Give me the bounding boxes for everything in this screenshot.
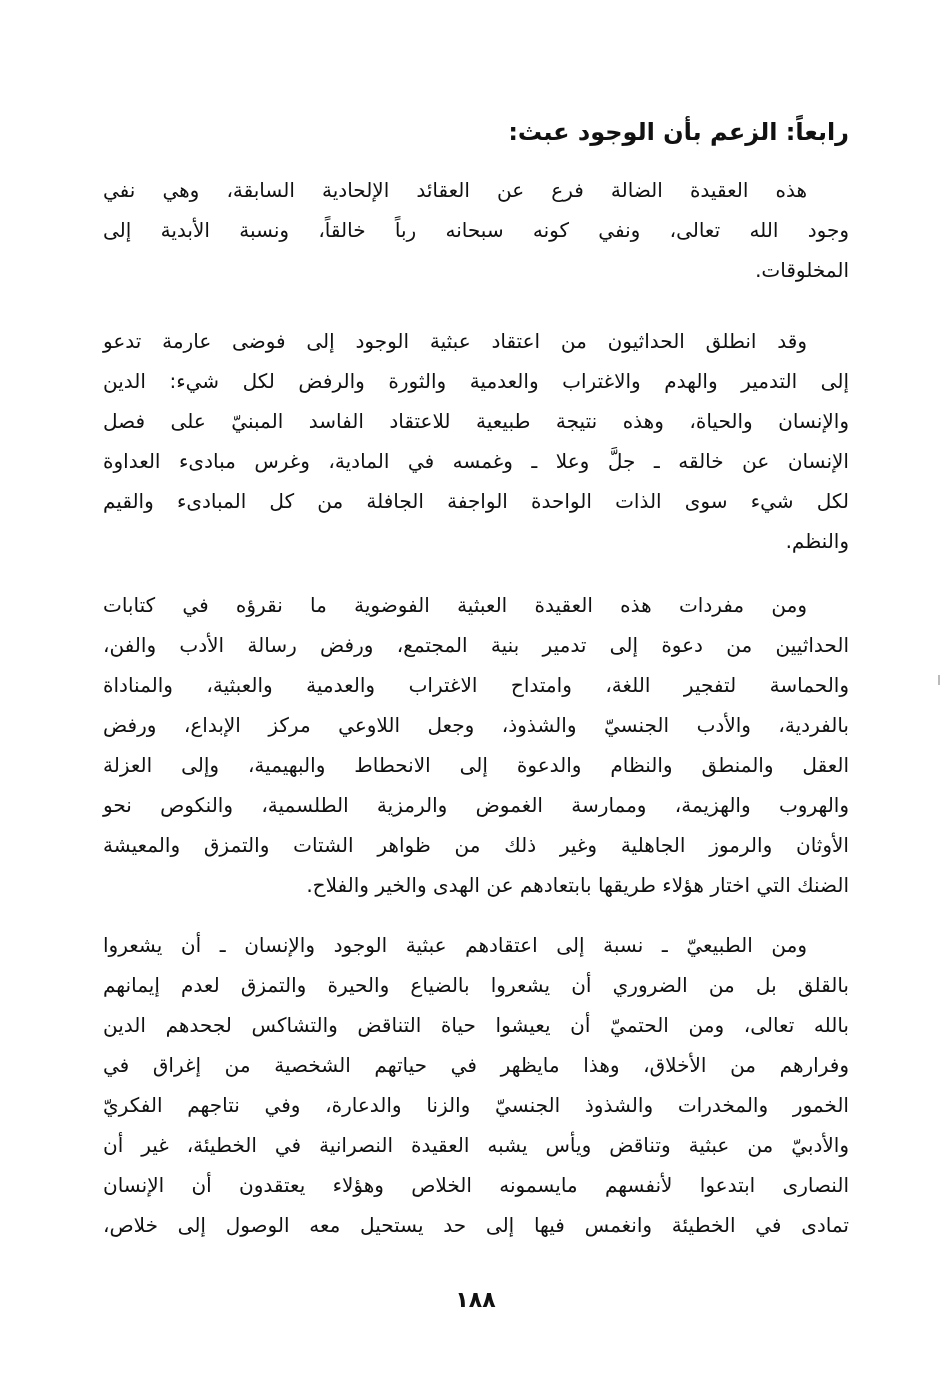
paragraph-4-line: والأدبيّ من عبثية وتناقض ويأس يشبه العقيدة النصرانية في الخطيئة، غير أن <box>103 1133 849 1157</box>
paragraph-4-line: ومن الطبيعيّ ـ نسبة إلى اعتقادهم عبثية الوجود والإنسان ـ أن يشعروا <box>103 933 807 957</box>
paragraph-4-line: وفرارهم من الأخلاق، وهذا مايظهر في حياتهم الشخصية من إغراق في <box>103 1053 849 1077</box>
section-heading: رابعاً: الزعم بأن الوجود عبث: <box>508 118 849 146</box>
paragraph-3-line: الحداثيين من دعوة إلى تدمير بنية المجتمع، ورفض رسالة الأدب والفن، <box>103 633 849 657</box>
paragraph-4-line: تمادى في الخطيئة وانغمس فيها إلى حد يستحيل معه الوصول إلى خلاص، <box>103 1213 849 1237</box>
paragraph-4-line: بالله تعالى، ومن الحتميّ أن يعيشوا حياة التناقض والتشاكس لجحدهم الدين <box>103 1013 849 1037</box>
paragraph-4-line: بالقلق بل من الضروري أن يشعروا بالضياع والحيرة والتمزق لعدم إيمانهم <box>103 973 849 997</box>
scan-mark <box>938 675 940 685</box>
paragraph-3-line: والحماسة لتفجير اللغة، وامتداح الاغتراب والعدمية والعبثية، والمناداة <box>103 673 849 697</box>
paragraph-2-line: والإنسان والحياة، وهذه نتيجة طبيعية للاعتقاد الفاسد المبنيّ على فصل <box>103 409 849 433</box>
paragraph-3-line: والهروب والهزيمة، وممارسة الغموض والرمزية الطلسمية، والنكوص نحو <box>103 793 849 817</box>
paragraph-3-line: الأوثان والرموز الجاهلية وغير ذلك من ظواهر الشتات والتمزق والمعيشة <box>103 833 849 857</box>
paragraph-3-line: ومن مفردات هذه العقيدة العبثية الفوضوية ما نقرؤه في كتابات <box>103 593 807 617</box>
paragraph-4-line: الخمور والمخدرات والشذوذ الجنسيّ والزنا والدعارة، وفي نتاجهم الفكريّ <box>103 1093 849 1117</box>
paragraph-2-line: الإنسان عن خالقه ـ جلَّ وعلا ـ وغمسه في المادية، وغرس مبادىء العداوة <box>103 449 849 473</box>
paragraph-1-line: المخلوقات. <box>755 258 849 282</box>
paragraph-3-line: بالفردية، والأدب الجنسيّ والشذوذ، وجعل اللاوعي مركز الإبداع، ورفض <box>103 713 849 737</box>
page-number: ١٨٨ <box>455 1288 496 1313</box>
paragraph-3-line: الضنك التي اختار هؤلاء طريقها بابتعادهم عن الهدى والخير والفلاح. <box>306 873 849 897</box>
paragraph-1-line: هذه العقيدة الضالة فرع عن العقائد الإلحادية السابقة، وهي نفي <box>103 178 807 202</box>
paragraph-2-line: إلى التدمير والهدم والاغتراب والعدمية والثورة والرفض لكل شيء: الدين <box>103 369 849 393</box>
paragraph-2-line: والنظم. <box>785 529 849 553</box>
paragraph-1-line: وجود الله تعالى، ونفي كونه سبحانه رباً خالقاً، ونسبة الأبدية إلى <box>103 218 849 242</box>
paragraph-2-line: وقد انطلق الحداثيون من اعتقاد عبثية الوجود إلى فوضى عارمة تدعو <box>103 329 807 353</box>
paragraph-2-line: لكل شيء سوى الذات الواحدة الواجفة الجافلة من كل المبادىء والقيم <box>103 489 849 513</box>
paragraph-3-line: العقل والمنطق والنظام والدعوة إلى الانحطاط والبهيمية، وإلى العزلة <box>103 753 849 777</box>
paragraph-4-line: النصارى ابتدعوا لأنفسهم مايسمونه الخلاص وهؤلاء يعتقدون أن الإنسان <box>103 1173 849 1197</box>
